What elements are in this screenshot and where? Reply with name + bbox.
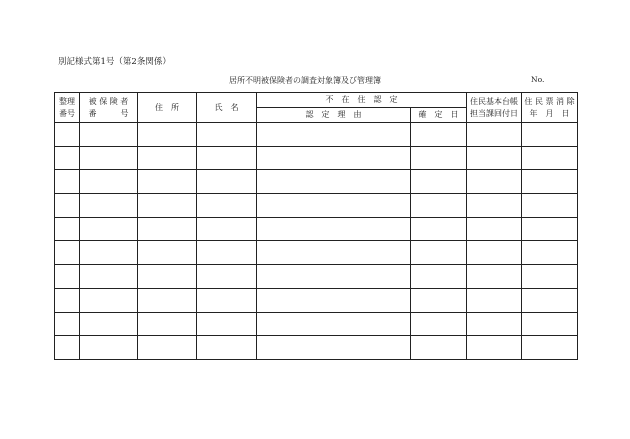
hihokensha-bango-cell xyxy=(80,241,138,265)
shojo-bi-cell xyxy=(522,288,578,312)
kakutei-bi-cell xyxy=(411,217,467,241)
nintei-riyu-cell xyxy=(257,123,411,147)
shimei-cell xyxy=(197,312,257,336)
seiri-bango-cell xyxy=(55,336,80,360)
seiri-bango-cell xyxy=(55,123,80,147)
table-row xyxy=(55,288,578,312)
shojo-bi-cell xyxy=(522,265,578,289)
shimei-cell xyxy=(197,241,257,265)
hihokensha-bango-cell xyxy=(80,312,138,336)
shimei-cell xyxy=(197,217,257,241)
kaifu-bi-cell xyxy=(467,241,522,265)
seiri-bango-cell xyxy=(55,241,80,265)
nintei-riyu-cell xyxy=(257,217,411,241)
table-row xyxy=(55,123,578,147)
header-jusho: 住 所 xyxy=(138,93,197,123)
header-hihokensha-bango: 被 保 険 者 番 号 xyxy=(80,93,138,123)
shojo-bi-cell xyxy=(522,146,578,170)
shojo-bi-cell xyxy=(522,123,578,147)
form-reference: 別記様式第1号（第2条関係） xyxy=(58,57,171,67)
seiri-bango-cell xyxy=(55,194,80,218)
shimei-cell xyxy=(197,336,257,360)
table-row xyxy=(55,241,578,265)
shimei-cell xyxy=(197,146,257,170)
shimei-cell xyxy=(197,194,257,218)
nintei-riyu-cell xyxy=(257,312,411,336)
kakutei-bi-cell xyxy=(411,194,467,218)
header-seiri-bango: 整理 番号 xyxy=(55,93,80,123)
table-row xyxy=(55,194,578,218)
shojo-bi-cell xyxy=(522,170,578,194)
jusho-cell xyxy=(138,288,197,312)
jusho-cell xyxy=(138,123,197,147)
jusho-cell xyxy=(138,194,197,218)
jusho-cell xyxy=(138,265,197,289)
header-fuzaiju-nintei: 不 在 住 認 定 xyxy=(257,93,467,108)
hihokensha-bango-cell xyxy=(80,288,138,312)
hihokensha-bango-cell xyxy=(80,146,138,170)
kakutei-bi-cell xyxy=(411,288,467,312)
table-row xyxy=(55,146,578,170)
kakutei-bi-cell xyxy=(411,123,467,147)
jusho-cell xyxy=(138,146,197,170)
jusho-cell xyxy=(138,336,197,360)
kaifu-bi-cell xyxy=(467,170,522,194)
kaifu-bi-cell xyxy=(467,146,522,170)
kaifu-bi-cell xyxy=(467,288,522,312)
shimei-cell xyxy=(197,170,257,194)
kaifu-bi-cell xyxy=(467,194,522,218)
table-row xyxy=(55,336,578,360)
shojo-bi-cell xyxy=(522,194,578,218)
nintei-riyu-cell xyxy=(257,146,411,170)
jusho-cell xyxy=(138,312,197,336)
register-table xyxy=(54,92,578,360)
seiri-bango-cell xyxy=(55,170,80,194)
kakutei-bi-cell xyxy=(411,265,467,289)
header-jumin-kihon-daicho: 住民基本台帳 担当課回付日 xyxy=(467,93,522,123)
seiri-bango-cell xyxy=(55,217,80,241)
seiri-bango-cell xyxy=(55,312,80,336)
kakutei-bi-cell xyxy=(411,146,467,170)
hihokensha-bango-cell xyxy=(80,336,138,360)
kakutei-bi-cell xyxy=(411,241,467,265)
nintei-riyu-cell xyxy=(257,265,411,289)
jusho-cell xyxy=(138,241,197,265)
nintei-riyu-cell xyxy=(257,336,411,360)
jusho-cell xyxy=(138,170,197,194)
shojo-bi-cell xyxy=(522,241,578,265)
kaifu-bi-cell xyxy=(467,265,522,289)
kaifu-bi-cell xyxy=(467,312,522,336)
shojo-bi-cell xyxy=(522,312,578,336)
kaifu-bi-cell xyxy=(467,336,522,360)
nintei-riyu-cell xyxy=(257,170,411,194)
shimei-cell xyxy=(197,288,257,312)
nintei-riyu-cell xyxy=(257,241,411,265)
shimei-cell xyxy=(197,265,257,289)
kakutei-bi-cell xyxy=(411,170,467,194)
document-title: 居所不明被保険者の調査対象簿及び管理簿 xyxy=(229,76,381,85)
seiri-bango-cell xyxy=(55,288,80,312)
shimei-cell xyxy=(197,123,257,147)
hihokensha-bango-cell xyxy=(80,170,138,194)
document-number-label: No. xyxy=(531,75,545,84)
header-kakutei-bi: 確 定 日 xyxy=(411,108,467,123)
table-row xyxy=(55,217,578,241)
kakutei-bi-cell xyxy=(411,336,467,360)
kaifu-bi-cell xyxy=(467,123,522,147)
kaifu-bi-cell xyxy=(467,217,522,241)
shojo-bi-cell xyxy=(522,217,578,241)
table-row xyxy=(55,170,578,194)
header-juminhyo-shojo: 住 民 票 消 除 年 月 日 xyxy=(522,93,578,123)
jusho-cell xyxy=(138,217,197,241)
hihokensha-bango-cell xyxy=(80,194,138,218)
kakutei-bi-cell xyxy=(411,312,467,336)
seiri-bango-cell xyxy=(55,265,80,289)
hihokensha-bango-cell xyxy=(80,265,138,289)
shojo-bi-cell xyxy=(522,336,578,360)
hihokensha-bango-cell xyxy=(80,217,138,241)
seiri-bango-cell xyxy=(55,146,80,170)
header-shimei: 氏 名 xyxy=(197,93,257,123)
nintei-riyu-cell xyxy=(257,194,411,218)
header-nintei-riyu: 認 定 理 由 xyxy=(257,108,411,123)
hihokensha-bango-cell xyxy=(80,123,138,147)
table-row xyxy=(55,265,578,289)
table-row xyxy=(55,312,578,336)
nintei-riyu-cell xyxy=(257,288,411,312)
